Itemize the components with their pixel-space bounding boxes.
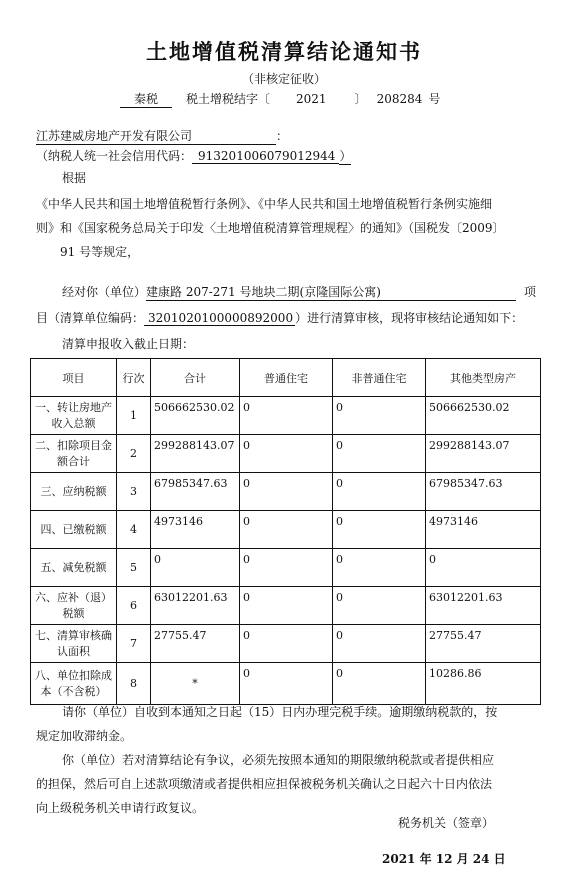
row-nonordinary: 0: [333, 663, 426, 705]
row-item: 七、清算审核确认面积: [31, 625, 117, 663]
row-nonordinary: 0: [333, 473, 426, 511]
basis-label: 根据: [62, 171, 87, 185]
row-other: 27755.47: [426, 625, 541, 663]
row-ordinary: 0: [240, 435, 333, 473]
header-nonordinary: 非普通住宅: [333, 359, 426, 397]
deadline-label: 清算申报收入截止日期：: [62, 337, 195, 351]
row-item: 四、已缴税额: [31, 511, 117, 549]
table-header-row: [31, 359, 541, 397]
document-title: 土地增值税清算结论通知书: [146, 39, 422, 64]
doc-number-mid: 税土增税结字〔: [186, 92, 271, 106]
law-line-1: 《中华人民共和国土地增值税暂行条例》、《中华人民共和国土地增值税暂行条例实施细: [36, 197, 493, 211]
table-row: [31, 435, 541, 473]
credit-code-close: ）: [339, 149, 352, 163]
doc-number-prefix: 秦税: [120, 90, 172, 108]
settlement-table: [30, 358, 541, 705]
row-no: 2: [117, 435, 151, 473]
notice-paragraph: [36, 700, 497, 820]
row-total: 27755.47: [151, 625, 240, 663]
table-row: [31, 663, 541, 705]
row-other: 67985347.63: [426, 473, 541, 511]
row-no: 4: [117, 511, 151, 549]
row-other: 506662530.02: [426, 397, 541, 435]
row-total: *: [151, 663, 240, 705]
row-other: 0: [426, 549, 541, 587]
row-other: 4973146: [426, 511, 541, 549]
row-nonordinary: 0: [333, 397, 426, 435]
law-paragraph: [36, 192, 505, 264]
law-line-3: 91 号等规定，: [60, 245, 140, 259]
table-row: [31, 473, 541, 511]
row-ordinary: 0: [240, 587, 333, 625]
header-other: 其他类型房产: [426, 359, 541, 397]
row-ordinary: 0: [240, 663, 333, 705]
row-total: 63012201.63: [151, 587, 240, 625]
row-ordinary: 0: [240, 625, 333, 663]
header-total: 合计: [151, 359, 240, 397]
header-ordinary: 普通住宅: [240, 359, 333, 397]
header-row-no: 行次: [117, 359, 151, 397]
row-nonordinary: 0: [333, 549, 426, 587]
notice-p2-line1: 你（单位）若对清算结论有争议，必须先按照本通知的期限缴纳税款或者提供相应: [62, 753, 495, 767]
document-number: [120, 90, 440, 108]
row-ordinary: 0: [240, 397, 333, 435]
unit-code-suffix: ）进行清算审核，现将审核结论通知如下：: [295, 311, 524, 325]
notice-p2-line3: 向上级税务机关申请行政复议。: [36, 801, 205, 815]
row-nonordinary: 0: [333, 625, 426, 663]
unit-code-value: 3201020100000892000: [144, 311, 295, 326]
row-nonordinary: 0: [333, 587, 426, 625]
row-ordinary: 0: [240, 473, 333, 511]
notice-p2-line2: 的担保，然后可自上述款项缴清或者提供相应担保被税务机关确认之日起六十日内依法: [36, 777, 493, 791]
row-other: 10286.86: [426, 663, 541, 705]
taxpayer-colon: ：: [276, 129, 289, 143]
row-no: 3: [117, 473, 151, 511]
notice-p1-line1: 请你（单位）自收到本通知之日起（15）日内办理完税手续。逾期缴纳税款的，按: [62, 705, 498, 719]
taxpayer-line: [36, 127, 288, 145]
credit-code-label: （纳税人统一社会信用代码：: [36, 149, 193, 163]
row-total: 67985347.63: [151, 473, 240, 511]
law-line-2: 则》和《国家税务总局关于印发〈土地增值税清算管理规程〉的通知》（国税发〔2009〕: [36, 221, 505, 235]
row-ordinary: 0: [240, 511, 333, 549]
project-line: [62, 283, 516, 301]
project-prefix: 经对你（单位）: [62, 285, 147, 299]
header-item: 项目: [31, 359, 117, 397]
row-other: 299288143.07: [426, 435, 541, 473]
project-name: 建康路 207-271 号地块二期(京隆国际公寓): [146, 283, 516, 301]
row-ordinary: 0: [240, 549, 333, 587]
row-total: 0: [151, 549, 240, 587]
table-row: [31, 625, 541, 663]
tax-authority-seal: 税务机关（签章）: [398, 816, 495, 830]
project-suffix: 项: [524, 285, 537, 299]
row-item: 二、扣除项目金额合计: [31, 435, 117, 473]
row-nonordinary: 0: [333, 511, 426, 549]
unit-code-line: [36, 309, 523, 326]
credit-code-line: [36, 147, 351, 165]
taxpayer-name: 江苏建威房地产开发有限公司: [36, 127, 276, 145]
row-item: 三、应纳税额: [31, 473, 117, 511]
doc-number-serial: 208284: [376, 92, 423, 106]
table-row: [31, 549, 541, 587]
row-item: 五、减免税额: [31, 549, 117, 587]
row-total: 4973146: [151, 511, 240, 549]
row-item: 一、转让房地产收入总额: [31, 397, 117, 435]
doc-number-close: 〕: [354, 92, 367, 106]
row-total: 299288143.07: [151, 435, 240, 473]
table-row: [31, 511, 541, 549]
notice-p1-line2: 规定加收滞纳金。: [36, 729, 133, 743]
row-no: 8: [117, 663, 151, 705]
unit-code-prefix: 目（清算单位编码：: [36, 311, 145, 325]
table-row: [31, 397, 541, 435]
row-nonordinary: 0: [333, 435, 426, 473]
row-item: 八、单位扣除成本（不含税）: [31, 663, 117, 705]
row-other: 63012201.63: [426, 587, 541, 625]
row-no: 7: [117, 625, 151, 663]
row-no: 1: [117, 397, 151, 435]
doc-number-year: 2021: [296, 92, 327, 106]
row-total: 506662530.02: [151, 397, 240, 435]
row-item: 六、应补（退）税额: [31, 587, 117, 625]
table-row: [31, 587, 541, 625]
credit-code-value: 913201006079012944: [192, 149, 339, 164]
row-no: 6: [117, 587, 151, 625]
issue-date: 2021 年 12 月 24 日: [382, 852, 506, 866]
doc-number-suffix: 号: [428, 92, 441, 106]
document-subtitle: （非核定征收）: [241, 72, 326, 86]
row-no: 5: [117, 549, 151, 587]
